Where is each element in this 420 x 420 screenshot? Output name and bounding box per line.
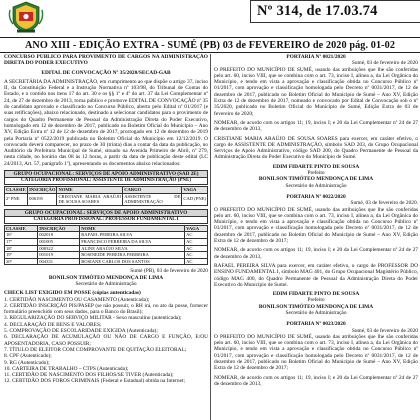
table-cell: AC <box>185 258 208 265</box>
table-header: VAGA <box>182 187 208 194</box>
table-cell: 16º <box>5 232 38 239</box>
checklist-item: 1. CERTIDÃO NASCIMENTO OU CASAMENTO (Autenticada); <box>4 296 150 303</box>
portaria-date: Sumé, 03 de fevereiro de 2020. <box>350 200 418 207</box>
table-cell: 2º PNE <box>5 193 28 205</box>
portaria-date: Sumé, 03 de fevereiro de 2020 <box>351 327 418 334</box>
table-cell: ROSIANE CARLOS DOS SANTOS <box>80 258 185 265</box>
edital-title: EDITAL DE CONVOCAÇÃO Nº 35/2020/SECAD-GAB <box>41 69 171 76</box>
table-cell: ROSINEIDE PEREIRA FERREIRA <box>80 252 185 259</box>
checklist <box>4 297 208 385</box>
mayor-name: EDIM FIDARTE PINTO DE SOUSA <box>272 163 360 170</box>
signatory-role: Secretário de Administração <box>75 280 137 287</box>
category-label-2: CATEGORIA PROFISSIONAL: PROFESSOR FUNDAMENTAL I <box>4 217 208 224</box>
table-cell: AC <box>185 252 208 259</box>
portaria-resolve: NOMEAR, de acordo com os artigos 11; 19, inciso I; e 20 da Lei Complementar nº 24 de 27 de dezembro de 2013, <box>214 374 418 387</box>
table-cell: 17º <box>5 239 38 246</box>
checklist-item: 2. CERTIDÃO INSCRIÇÃO PIS/PASEP (se não possuir, o RH irá, no ato da posse, fornecer formulário preenchido com seus dados, para o Banco do Brasil); <box>4 302 208 316</box>
candidates-table-1 <box>4 186 208 206</box>
portaria-title: PORTARIA Nº 0021/2020 <box>286 54 346 60</box>
checklist-title: CHECK LIST EXIGIDO EM POSSE (cópias autenticadas) <box>4 290 141 297</box>
mayor-role: Prefeito <box>307 170 325 177</box>
table-cell: AC <box>185 232 208 239</box>
law-reference: Nº 314, de 17.03.74 <box>257 3 378 19</box>
category-label: CATEGORIA PROFISSIONAL: ASSISTENTE DE ADMINISTRAÇÃO (PNE) <box>4 178 208 185</box>
table-cell: 008322 <box>38 245 80 252</box>
masthead-rule <box>0 37 420 38</box>
table-cell: 18º <box>5 245 38 252</box>
table-cell: 20º <box>5 258 38 265</box>
portaria-body: O PREFEITO DO MUNICÍPIO DE SUMÉ, usando das atribuições que lhe são conferidas pelo art. 60, inciso VIII, que se combina com o art. 73, inciso I, alínea a, da Lei Orgânica do Município, e tendo em vista a aprovação e classificação obtida no Concurso Público nº 01/2017, com aprovação e classificação homologada pelo Decreto nº 0031/2017, de 12 de dezembro de 2017, publicado no Boletim Oficial do Município de Sumé – Ano XV, Edição Extra de 12 de dezembro de 2017, nomeado e convocado por Edital de Convocação sob o nº 35/2020, publicado no Boletim Oficial do Município de Sumé, Edição Extra de 03 de fevereiro de 2020; <box>214 66 418 117</box>
secretary-name: BONILSON TIMÓTEO MENDONÇA DE LIMA <box>258 176 374 183</box>
portaria-date: Sumé, 03 de fevereiro de 2020 <box>351 60 418 67</box>
table-cell: ASSISTENTE DE ADMINISTRAÇÃO <box>124 193 181 205</box>
table-header: CARGO <box>123 187 182 194</box>
table-row <box>5 232 208 239</box>
column-divider <box>210 54 211 420</box>
portaria-title: PORTARIA Nº 0022/2020 <box>286 193 346 200</box>
table-row <box>5 252 208 259</box>
mayor-role: Prefeito <box>307 297 325 304</box>
table-cell: RAFAEL PEREIRA SILVA <box>80 232 185 239</box>
edition-line: ANO XIII - EDIÇÃO EXTRA - SUMÉ (PB) 03 de FEVEREIRO de 2020 pág. 01-02 <box>24 40 396 51</box>
table-cell: 002018 <box>38 232 80 239</box>
masthead <box>0 0 420 38</box>
right-column <box>214 54 418 420</box>
secretary-role: Secretário de Administração <box>285 309 347 316</box>
portaria-nominee: CRISTIANE MARIA ARAÚJO DE SOUSA SOARES para exercer, em caráter efetivo, o cargo de ASSISTENTE DE ADMINISTRAÇÃO, símbolo SAD 203, do Grupo Ocupacional Serviços de Apoio Administrativo, código SAD 200, do Quadro Permanente de Pessoal da Administração Direta do Poder Executivo do Município de Sumé. <box>214 135 418 161</box>
table-header: VAGA <box>185 225 208 232</box>
edition-rule <box>0 52 420 53</box>
table-cell: AC <box>185 239 208 246</box>
mayor-name: EDIM FIDARTE PINTO DE SOUSA <box>272 291 360 298</box>
signatory-name: BONILSON TIMÓTEO MENDONÇA DE LIMA <box>48 274 164 281</box>
table-header: INSCRIÇÃO <box>38 225 80 232</box>
portaria-body: O PREFEITO DO MUNICÍPIO DE SUMÉ, usando das atribuições que lhe são conferidas pelo art. 60, inciso VIII, que se combina com o art. 73, inciso I, alínea a, da Lei Orgânica do Município, e tendo em vista a aprovação e classificação obtida no Concurso Público nº 01/2017, com aprovação e classificação homologada pelo Decreto nº 0031/2017, de 12 de dezembro de 2017, publicado no Boletim Oficial do Município de Sumé – Ano XV, Edição Extra de 12 de dezembro de 2017; <box>214 333 418 372</box>
law-reference-box <box>250 0 420 23</box>
portaria-title: PORTARIA Nº 0023/2020 <box>286 321 346 328</box>
table-header: NOME <box>80 225 185 232</box>
date-line: Sumé (PB), 03 de fevereiro de 2020 <box>130 268 208 275</box>
municipal-coat-of-arms-icon <box>6 0 46 34</box>
table-cell: CRISTIANE MARIA ARAÚJO DE SOUSA SOARES <box>58 193 122 205</box>
checklist-item: 4. DECLARAÇÃO DE BENS E VALORES; <box>4 321 102 328</box>
checklist-item: 5. COMPROVAÇÃO DE ESCOLARIDADE EXIGIDA (Autenticada); <box>4 328 158 335</box>
table-header: INSCRIÇÃO <box>29 187 56 193</box>
table-cell: 001019 <box>38 252 80 259</box>
table-cell: ALINE ARAÚJO SILVA <box>80 245 185 252</box>
table-cell: 006195 <box>28 193 57 205</box>
table-cell: 004331 <box>38 258 80 265</box>
table-row <box>5 193 208 205</box>
table-cell: AC <box>185 245 208 252</box>
checklist-item: 3. REGULARIZAÇÃO DO SERVIÇO MILITAR - Sexo masculino (autenticada); <box>4 315 182 322</box>
table-row <box>5 239 208 246</box>
table-row <box>5 245 208 252</box>
table-header: CLASSIF. <box>5 225 38 232</box>
left-column <box>4 54 208 420</box>
checklist-item: 11. CERTIDÃO DE NASCIMENTO DOS FILHOS/SE TIVER (Autenticada); <box>4 372 174 379</box>
secretary-name: BONILSON TIMÓTEO MENDONÇA DE LIMA <box>258 303 374 310</box>
checklist-item: 9. RG (Autenticado); <box>4 359 50 366</box>
contest-intro: CONCURSO PÚBLICO PARA PROVIMENTO DE CARGOS NA ADMINISTRAÇÃO DIRETA DO PODER EXECUTIVO <box>4 54 208 67</box>
group-label-2: GRUPO OCUPACIONAL: SERVIÇOS DE APOIO ADMINISTRATIVO <box>4 209 208 217</box>
table-header: NOME <box>57 187 123 194</box>
checklist-item: 10. CARTEIRA DE TRABALHO – CTPS (Autenticada); <box>4 365 129 372</box>
candidates-table-2 <box>4 225 208 266</box>
edital-body: A SECRETÁRIA DA ADMINISTRAÇÃO, em cumprimento ao que dispõe o artigo 37, inciso II, da Constituição Federal e a Instrução Normativa nº 103/98, do Tribunal de Contas do Estado, e o contido nos itens 17 do art. 30 e os §§ 1º e 4º do art. 37 da Lei Complementar nº 24, de 27 de dezembro de 2013, torna público e promove EDITAL DE CONVOCAÇÃO nº 35 do candidato aprovado e classificado no Concurso Público, aberto pelo Edital nº 01/2017 (e suas retificações), abaixo relacionado, destinado a selecionar candidatos para o provimento de cargos do Quadro Permanente de Pessoal da Administração Direta do Poder Executivo, homologado em 12 de dezembro de 2017, publicado no Boletim Oficial do Município – Ano XV, Edição Extra nº 12 de 12 de dezembro de 2017, prorrogado em 12 de dezembro de 2019 pela Portaria nº 0522/2019 publicada no Boletim Oficial do Município em 12/12/2019. O convocado deverá comparecer, no prazo de 30 (trinta) dias a contar da data da publicação, no Auditório da Prefeitura Municipal de Sumé, situado na Avenida Primeiro de Abril, nº 279, nesta cidade, no horário das 08 às 12 horas, a partir da data de publicação deste edital (LC 24/2013, Art. 57, parágrafo 1º), apresentando os documentos abaixo relacionados: <box>4 78 208 167</box>
checklist-item: 6. DECLARAÇÃO DE ACUMULAÇÃO OU NÃO DE CARGO E FUNÇÃO, E/OU APOSENTADORIA, CASO POSSUIR; <box>4 334 208 347</box>
table-cell: CAD (PNE) <box>182 193 208 205</box>
portaria-body: O PREFEITO DO MUNICÍPIO DE SUMÉ, usando das atribuições que lhe são conferidas pelo art. 60, inciso VIII, que se combina com o art. 73, inciso I, alínea a, da Lei Orgânica do Município, e tendo em vista a aprovação e classificação obtida no Concurso Público nº 01/2017, com aprovação e classificação homologada pelo Decreto nº 0031/2017, de 12 de dezembro de 2017, publicado no Boletim Oficial do Município de Sumé – Ano XV, Edição Extra de 12 de dezembro de 2017; <box>214 206 418 245</box>
portaria-nominee: RAFAEL PEREIRA SILVA para exercer, em caráter efetivo, o cargo de PROFESSOR DO ENSINO FUNDAMENTAL I, símbolo MAG 401, do Grupo Ocupacional Magistério Público, código MAG 400, do Quadro Permanente de Pessoal da Administração Direta do Poder Executivo do Município de Sumé. <box>214 262 418 288</box>
group-label: GRUPO OCUPACIONAL: SERVIÇOS DE APOIO ADMINISTRATIVO (SAD 2E) <box>4 170 208 178</box>
portaria-resolve: NOMEAR, de acordo com os artigos 11; 19, inciso I; e 20 da Lei Complementar nº 24 de 27 de dezembro de 2013, <box>214 119 418 133</box>
checklist-item: 8. CPF (Autenticado); <box>4 353 52 360</box>
checklist-item: 12. CERTIDÃO DOS FOROS CRIMINAIS (Federal e Estadual) obtida na Internet; <box>4 378 185 385</box>
table-cell: FRANCISCO FERREIRA DA SILVA <box>80 239 185 246</box>
table-cell: 19º <box>5 252 38 259</box>
checklist-item: 7. TÍTULO DE ELEITOR COM COMPROVANTE DE QUITAÇÃO ELEITORAL; <box>4 346 187 353</box>
table-row <box>5 258 208 265</box>
table-header: CLASSIF. <box>6 187 27 193</box>
table-cell: 001005 <box>38 239 80 246</box>
secretary-role: Secretário de Administração <box>285 182 347 189</box>
portaria-resolve: NOMEAR, de acordo com os artigos 11; 19, inciso I; e 20 da Lei Complementar nº 24 de 27 de dezembro de 2013, <box>214 247 418 260</box>
